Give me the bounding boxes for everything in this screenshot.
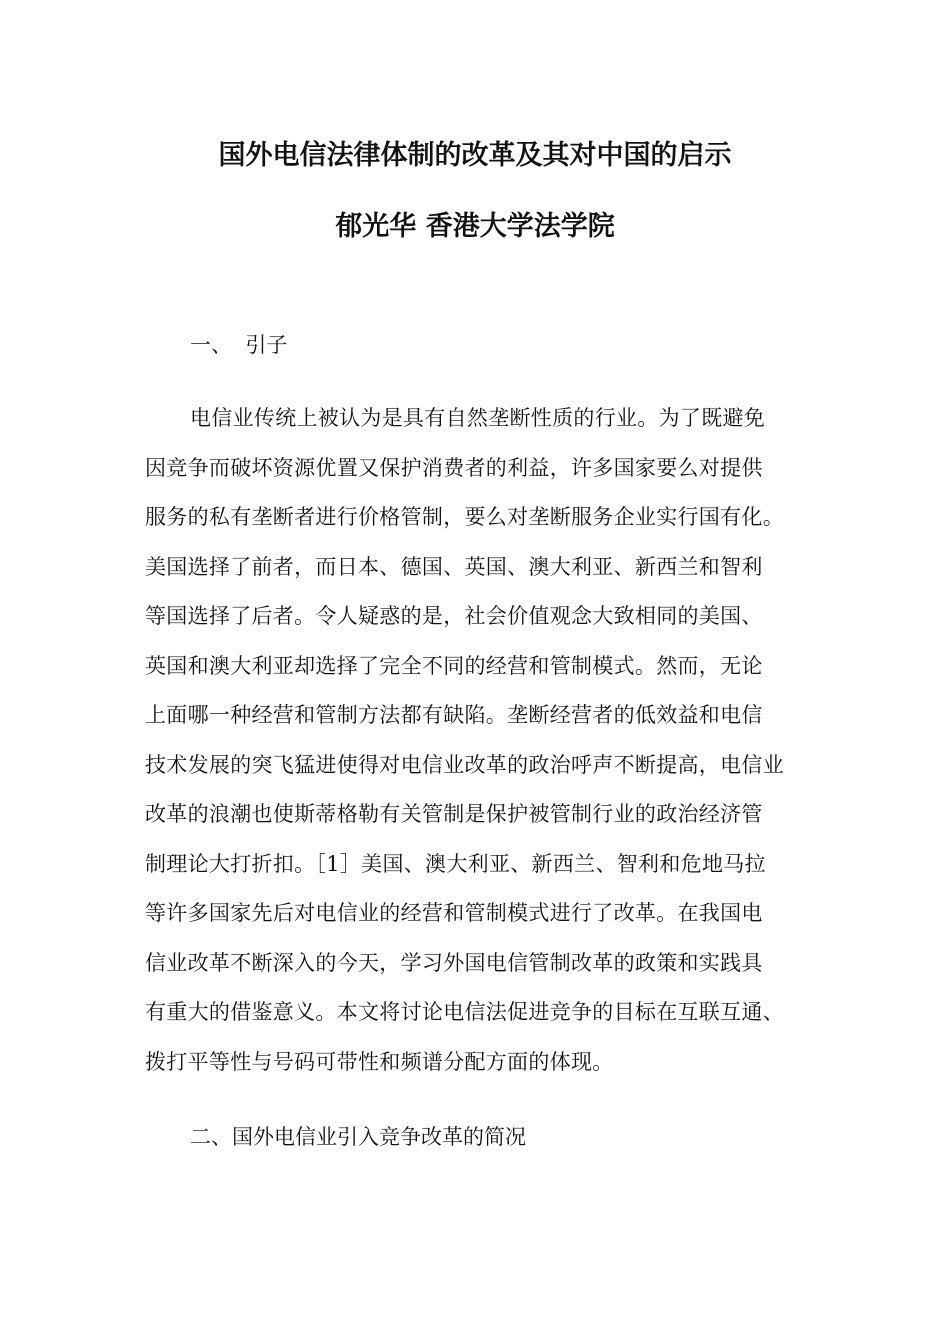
paragraph-line: 技术发展的突飞猛进使得对电信业改革的政治呼声不断提高，电信业	[145, 752, 784, 777]
paragraph-line: 英国和澳大利亚却选择了完全不同的经营和管制模式。然而，无论	[145, 653, 763, 678]
section-heading-introduction: 一、 引子	[190, 333, 288, 357]
section-heading-overview: 二、国外电信业引入竞争改革的简况	[190, 1125, 526, 1149]
author-affiliation: 郁光华 香港大学法学院	[335, 211, 615, 242]
paragraph-line: 有重大的借鉴意义。本文将讨论电信法促进竞争的目标在互联互通、	[145, 1000, 784, 1024]
paragraph-line: 制理论大打折扣。［1］美国、澳大利亚、新西兰、智利和危地马拉	[145, 851, 766, 876]
paragraph-line: 因竞争而破坏资源优置又保护消费者的利益，许多国家要么对提供	[145, 455, 763, 480]
paragraph-line: 信业改革不断深入的今天，学习外国电信管制改革的政策和实践具	[145, 950, 763, 975]
paragraph-line: 美国选择了前者，而日本、德国、英国、澳大利亚、新西兰和智利	[145, 554, 763, 579]
paragraph-line: 电信业传统上被认为是具有自然垄断性质的行业。为了既避免	[190, 406, 766, 430]
paragraph-line: 拨打平等性与号码可带性和频谱分配方面的体现。	[145, 1049, 614, 1074]
paragraph-line: 服务的私有垄断者进行价格管制，要么对垄断服务企业实行国有化。	[145, 505, 784, 529]
document-title: 国外电信法律体制的改革及其对中国的启示	[218, 140, 732, 171]
paragraph-line: 改革的浪潮也使斯蒂格勒有关管制是保护被管制行业的政治经济管	[145, 802, 763, 826]
paragraph-line: 等国选择了后者。令人疑惑的是，社会价值观念大致相同的美国、	[145, 604, 763, 628]
paragraph-line: 等许多国家先后对电信业的经营和管制模式进行了改革。在我国电	[145, 901, 763, 925]
paragraph-line: 上面哪一种经营和管制方法都有缺陷。垄断经营者的低效益和电信	[145, 703, 763, 727]
body-paragraph	[145, 394, 810, 1087]
